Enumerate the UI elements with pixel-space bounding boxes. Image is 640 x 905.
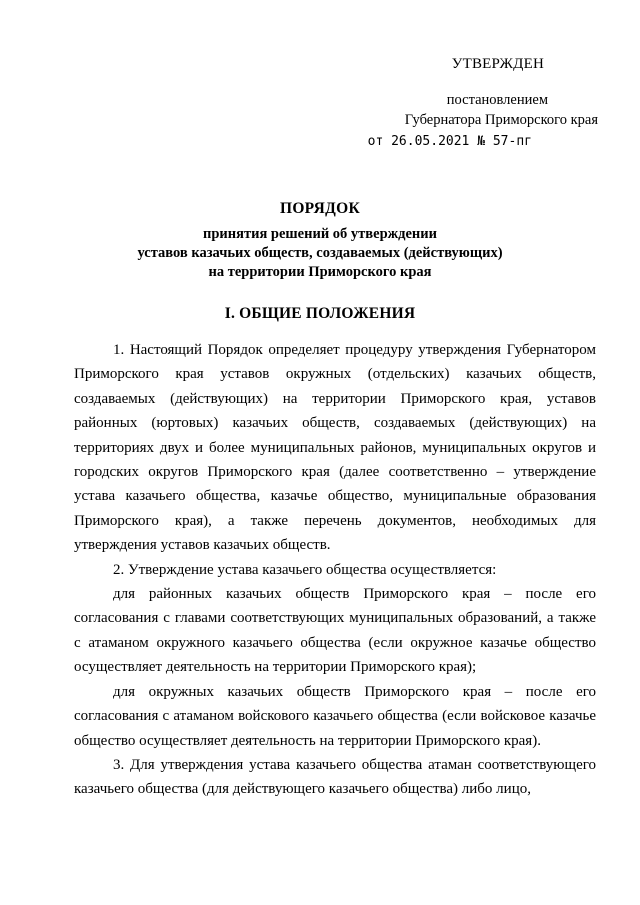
paragraph: 2. Утверждение устава казачьего общества осуществляется:: [113, 561, 497, 578]
section-heading: I. ОБЩИЕ ПОЛОЖЕНИЯ: [224, 305, 416, 322]
document-body: [74, 338, 596, 802]
document-title: ПОРЯДОК: [279, 200, 361, 217]
subtitle-line: на территории Приморского края: [208, 264, 432, 280]
paragraph: для районных казачьих обществ Приморского края – после его согласования с главами соответствующих муниципальных образований, а также с атаманом окружного казачьего общества (если окружное казачье общество осуществляет деятельность на территории Приморского края);: [74, 586, 596, 676]
paragraph: для окружных казачьих обществ Приморского края – после его согласования с атаманом войскового казачьего общества (если войсковое казачье общество осуществляет деятельность на территории Приморского края).: [74, 683, 596, 749]
subtitle-line: принятия решений об утверждении: [203, 226, 437, 242]
subtitle-line: уставов казачьих обществ, создаваемых (действующих): [137, 245, 503, 261]
document-subtitle: [0, 225, 640, 282]
approval-date-number: от 26.05.2021 № 57-пг: [367, 134, 532, 149]
approval-stamp-heading: УТВЕРЖДЕН: [451, 56, 544, 72]
paragraph: 1. Настоящий Порядок определяет процедуру утверждения Губернатором Приморского края уставов окружных (отдельских) казачьих обществ, создаваемых (действующих) на территории Приморского края, уставов районных (юртовых) казачьих обществ, создаваемых (действующих) на территориях двух и более муниципальных районов, муниципальных округов и городских округов Приморского края (далее соответственно – утверждение устава казачьего общества, казачье общество, муниципальные образования Приморского края), а также перечень документов, необходимых для утверждения уставов казачьих обществ.: [74, 342, 596, 554]
paragraph: 3. Для утверждения устава казачьего общества атаман соответствующего казачьего общества (для действующего казачьего общества) либо лицо,: [74, 756, 596, 798]
approval-authority-line: Губернатора Приморского края: [404, 112, 598, 128]
approval-by-line: постановлением: [446, 92, 548, 108]
